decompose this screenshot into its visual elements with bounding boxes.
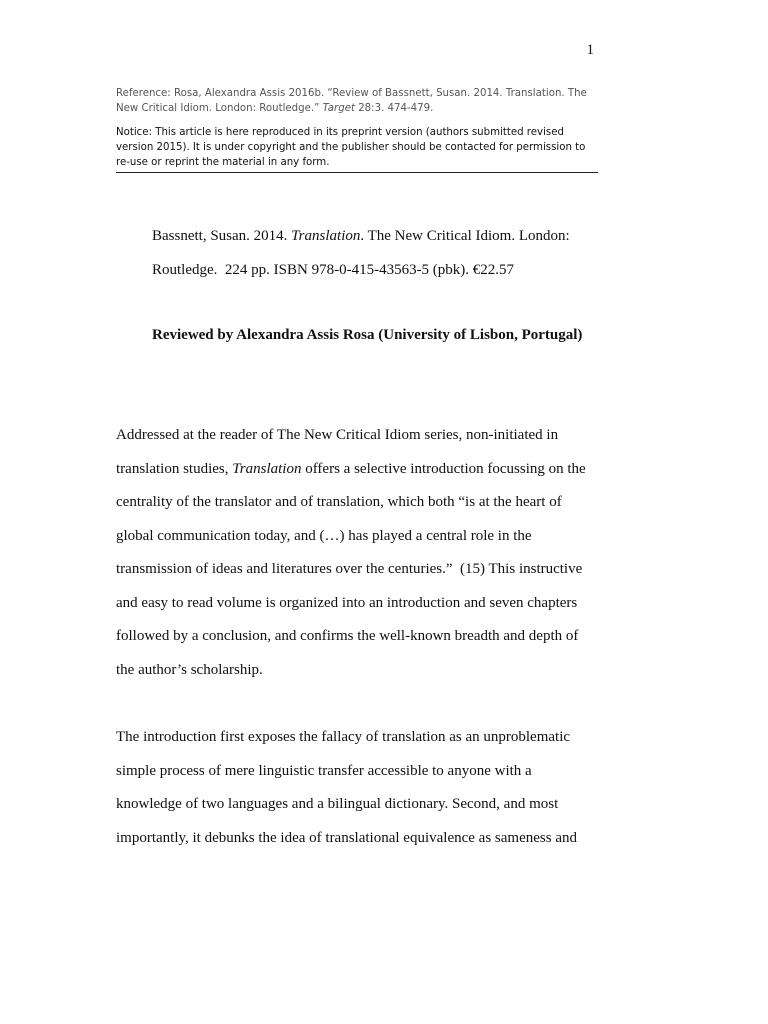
citation-title: Translation xyxy=(291,228,361,244)
copyright-notice xyxy=(116,125,598,173)
paragraph-1-start: Addressed at the reader of The New Critical Idiom series, non-initiated in translation studies, xyxy=(116,427,559,477)
paragraph-1 xyxy=(116,419,598,687)
reference-line xyxy=(116,86,598,116)
paragraph-1-book-title: Translation xyxy=(232,460,302,477)
page-number: 1 xyxy=(586,42,594,58)
header-block xyxy=(116,86,598,173)
reference-text: Reference: Rosa, Alexandra Assis 2016b. “Review of Bassnett, Susan. 2014. Translation. The New Critical Idiom. London: Routledge.” xyxy=(116,88,587,114)
paragraph-1-rest: offers a selective introduction focussing on the centrality of the translator and of translation, which both “is at the heart of global communication today, and (…) has played a central role in the transmission of ideas and literatures over the centuries.” (15) This instructive and easy to read volume is organized into an introduction and seven chapters followed by a conclusion, and confirms the well-known breadth and depth of the author’s scholarship. xyxy=(116,460,586,678)
book-citation xyxy=(152,220,598,287)
reference-issue: 28:3. 474-479. xyxy=(354,103,434,114)
citation-series: . The New Critical Idiom. London: xyxy=(360,228,570,244)
notice-label: Notice xyxy=(116,127,149,138)
citation-author-year: Bassnett, Susan. 2014. xyxy=(152,228,292,244)
paragraph-2: The introduction first exposes the fallacy of translation as an unproblematic simple process of mere linguistic transfer accessible to anyone with a knowledge of two languages and a bilingual dictionary. Second, and most importantly, it debunks the idea of translational equivalence as sameness and xyxy=(116,729,577,846)
citation-details: Routledge. 224 pp. ISBN 978-0-415-43563-5 (pbk). €22.57 xyxy=(152,261,515,278)
reviewer-line: Reviewed by Alexandra Assis Rosa (University of Lisbon, Portugal) xyxy=(152,327,583,343)
reference-journal: Target xyxy=(322,103,355,114)
notice-text: : This article is here reproduced in its preprint version (authors submitted revised version 2015). It is under copyright and the publisher should be contacted for permission to re-use or reprint the material in any form. xyxy=(116,127,586,168)
